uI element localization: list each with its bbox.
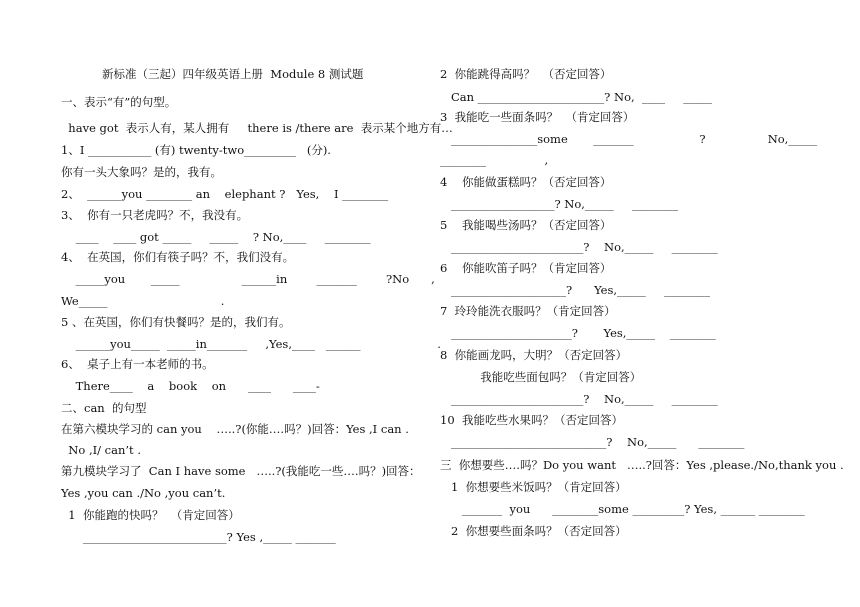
right-line-21: _______ you ________some _________? Yes, ______ ________ [440,502,805,516]
left-line-17: 在第六模块学习的 can you …..?(你能….吗？)回答：Yes ,I can . [61,422,409,436]
right-line-20: 1 你想要些米饭吗？（肯定回答） [440,480,627,494]
right-line-16: _______________________? No,_____ ________ [440,392,718,406]
left-line-3: have got 表示人有，某人拥有 there is /there are 表示某个地方有… [61,121,453,135]
left-line-5: 你有一头大象吗？是的，我有。 [61,165,222,179]
right-line-14: 8 你能画龙吗，大明？（否定回答） [440,348,628,362]
left-line-11: We_____ . [61,294,225,308]
right-line-13: _____________________? Yes,_____ ________ [440,326,716,340]
left-line-12: 5 、在英国，你们有快餐吗？是的，我们有。 [61,315,291,329]
left-line-6: 2、 ______you ________ an elephant ? Yes, I ________ [61,187,389,201]
right-line-19: 三 你想要些….吗？Do you want …..?回答：Yes ,please./No,thank you . [440,458,844,472]
right-line-11: ____________________? Yes,_____ ________ [440,283,711,297]
right-line-10: 6 你能吹笛子吗？（肯定回答） [440,261,612,275]
left-line-7: 3、 你有一只老虎吗？不，我没有。 [61,208,249,222]
left-line-22: _________________________? Yes ,_____ _______ [61,530,336,544]
right-line-7: __________________? No,_____ ________ [440,197,678,211]
left-line-19: 第九模块学习了 Can I have some …..?(我能吃一些….吗？)回答： [61,464,421,478]
left-line-2: 一、表示“有”的句型。 [61,95,177,109]
right-line-5: ________ , [440,153,549,167]
right-line-12: 7 玲玲能洗衣服吗？（肯定回答） [440,304,616,318]
left-line-1: 新标准（三起）四年级英语上册 Module 8 测试题 [102,67,364,81]
left-line-10: _____you _____ ______in _______ ?No , [61,272,435,286]
right-line-22: 2 你想要些面条吗？（否定回答） [440,524,627,538]
right-line-1: 2 你能跳得高吗？ （否定回答） [440,67,612,81]
right-line-2: Can ______________________? No, ____ _____ [440,90,712,104]
left-line-21: 1 你能跑的快吗？ （肯定回答） [61,508,240,522]
left-line-9: 4、 在英国，你们有筷子吗？不，我们没有。 [61,250,295,264]
right-line-6: 4 你能做蛋糕吗？（否定回答） [440,175,612,189]
left-line-18: No ,I/ can’t . [61,443,141,457]
right-line-18: ___________________________? No,_____ ________ [440,435,745,449]
right-line-4: _______________some _______ ? No,_____ [440,132,818,146]
left-line-20: Yes ,you can ./No ,you can’t. [61,486,226,500]
left-line-15: There____ a book on ____ ____- [61,379,320,393]
right-line-15: 我能吃些面包吗？（肯定回答） [440,370,642,384]
left-line-4: 1、I ___________ (有) twenty-two_________ (分). [61,143,331,157]
left-line-16: 二、can 的句型 [61,401,147,415]
right-line-3: 3 我能吃一些面条吗？ （肯定回答） [440,110,635,124]
right-line-9: _______________________? No,_____ ________ [440,240,718,254]
left-line-8: ____ ____ got _____ _____ ? No,____ ________ [61,230,371,244]
right-line-8: 5 我能喝些汤吗？（否定回答） [440,218,612,232]
left-line-14: 6、 桌子上有一本老师的书。 [61,357,214,371]
left-line-13: ______you_____ _____in_______ ,Yes,____ ______ . [61,337,441,351]
right-line-17: 10 我能吃些水果吗？（否定回答） [440,413,623,427]
